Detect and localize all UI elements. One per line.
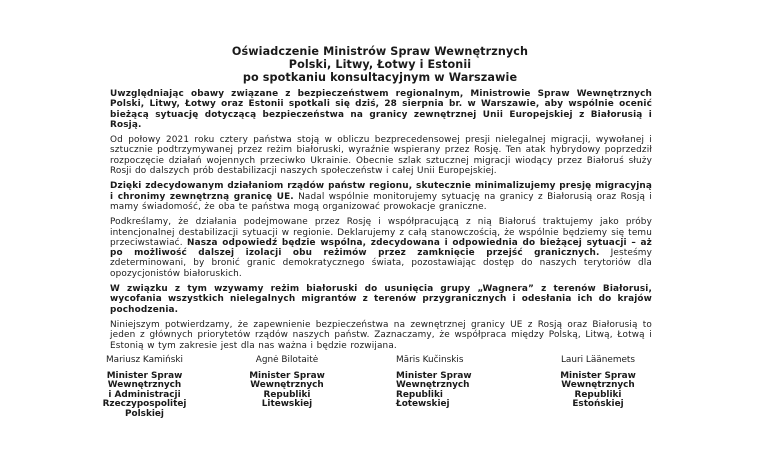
paragraph [110,181,652,212]
role-line: Wewnętrznych [561,380,635,391]
signatory-role [548,372,648,410]
role-line: Minister Spraw [396,370,472,381]
document-body [110,89,652,356]
signatory-role [396,372,496,410]
title-line-1: Oświadczenie Ministrów Spraw Wewnętrznych [231,45,529,58]
document-title [0,45,760,84]
title-line-2: Polski, Litwy, Łotwy i Estonii [288,58,472,71]
bold-text-run: Dzięki zdecydowanym działaniom rządów państw regionu, skutecznie minimalizujemy presję migracyjną i chronimy zewnętrzną granicę UE. [110,181,652,202]
role-line: Rzeczypospolitej [102,399,187,410]
signatory-name: Māris Kučinskis [396,355,464,365]
paragraph [110,217,652,279]
role-line: Minister Spraw [106,370,183,381]
signature-block [548,356,648,410]
signatory-role [92,372,197,420]
text-run: Podkreślamy, że działania podejmowane przez Rosję i współpracującą z nią Białoruś traktujemy jako próby intencjonalnej destabilizacji sytuacji w regionie. Deklarujemy z całą stanowczością, że wspólnie będziemy się temu przeciwstawiać. [110,217,652,248]
signatory-name: Lauri Läänemets [560,355,636,365]
paragraph [110,320,652,351]
signature-block [237,356,337,410]
role-line: Estońskiej [572,399,624,410]
role-line: Wewnętrznych [250,380,324,391]
role-line: Litewskiej [261,399,313,410]
role-line: Wewnętrznych [396,380,470,391]
bold-text-run: W związku z tym wzywamy reżim białoruski do usunięcia grupy „Wagnera” z terenów Białorusi, wycofania wszystkich nielegalnych migrantów z terenów przygranicznych i odesłania ich do krajów pochodzenia. [110,284,652,315]
role-line: Łotewskiej [396,399,450,410]
role-line: Minister Spraw [560,370,636,381]
role-line: Polskiej [125,408,164,419]
role-line: Republiki [396,389,443,400]
role-line: Republiki [574,389,622,400]
paragraph [110,135,652,176]
role-line: Minister Spraw [249,370,325,381]
title-line-3: po spotkaniu konsultacyjnym w Warszawie [242,71,518,84]
paragraph [110,89,652,130]
role-line: Republiki [263,389,311,400]
signature-block [92,356,197,420]
role-line: i Administracji [108,389,181,400]
signatory-name: Mariusz Kamiński [105,355,183,365]
paragraph [110,284,652,315]
signature-block [396,356,496,410]
signatory-role [237,372,337,410]
text-run: Jesteśmy zdeterminowani, by bronić granic demokratycznego świata, pozostawiając dostęp do naszych terytoriów dla opozycjonistów białoruskich. [110,248,652,279]
bold-text-run: Nasza odpowiedź będzie wspólna, zdecydowana i odpowiednia do bieżącej sytuacji – aż po możliwość dalszej izolacji obu reżimów przez zamknięcie przejść granicznych. [110,237,653,259]
signatory-name: Agnė Bilotaitė [255,355,319,365]
text-run: Niniejszym potwierdzamy, że zapewnienie bezpieczeństwa na zewnętrznej granicy UE z Rosją oraz Białorusią to jeden z głównych priorytetów rządów naszych państw. Zaznaczamy, że współpraca między Polską, Litwą, Łotwą i Estonią w tym zakresie jest dla nas ważna i będzie rozwijana. [110,319,652,351]
text-run: Nadal wspólnie monitorujemy sytuację na granicy z Białorusią oraz Rosją i mamy świadomość, że oba te państwa mogą organizować prowokacje graniczne. [110,191,652,212]
bold-text-run: Uwzględniając obawy związane z bezpieczeństwem regionalnym, Ministrowie Spraw Wewnętrznych Polski, Litwy, Łotwy oraz Estonii spotkali się dziś, 28 sierpnia br. w Warszawie, aby wspólnie ocenić bieżącą sytuację dotyczącą bezpieczeństwa na granicy zewnętrznej Unii Europejskiej z Białorusią i Rosją. [110,89,652,130]
role-line: Wewnętrznych [107,380,182,391]
text-run: Od połowy 2021 roku cztery państwa stoją w obliczu bezprecedensowej presji nielegalnej migracji, wywołanej i sztucznie podtrzymywanej przez reżim białoruski, wyraźnie wspierany przez Rosję. Ten atak hybrydowy poprzedził rozpoczęcie działań wojennych przeciwko Ukrainie. Obecnie szlak sztucznej migracji wiodący przez Białoruś służy Rosji do dalszych prób destabilizacji naszych społeczeństw i całej Unii Europejskiej. [110,135,652,177]
